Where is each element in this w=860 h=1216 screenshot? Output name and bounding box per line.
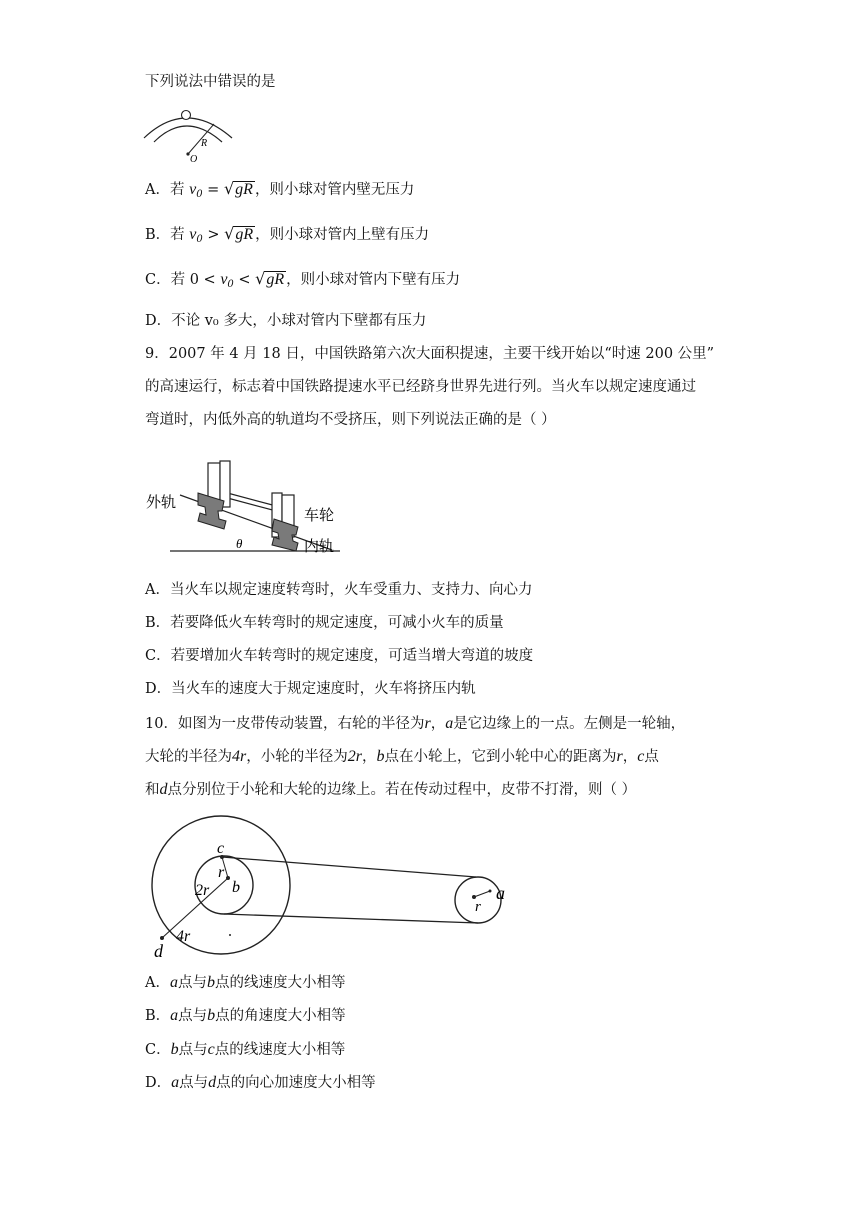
q8-option-b: B．若 $v_0 > √gR$ ，则小球对管内上壁有压力 [145,224,430,245]
q9-stem-line-3: 弯道时，内低外高的轨道均不受挤压，则下列说法正确的是（ ） [145,412,556,428]
label-2r: 2r [195,882,210,899]
q9-option-d: D．当火车的速度大于规定速度时，火车将挤压内轨 [145,681,476,697]
label-4r: 4r [176,928,191,945]
q10-option-b: B．a点与b点的角速度大小相等 [145,1007,346,1024]
label-inner-rail: 内轨 [304,539,335,555]
q10-stem-line-2: 大轮的半径为4r，小轮的半径为2r，b点在小轮上，它到小轮中心的距离为r，c点 [145,748,659,765]
q10-option-d: D．a点与d点的向心加速度大小相等 [145,1074,376,1091]
label-theta: θ [236,536,243,551]
q9-stem-line-1: 9．2007 年 4 月 18 日，中国铁路第六次大面积提速，主要干线开始以“时速 200 公里” [145,346,715,362]
q10-stem-line-1: 10．如图为一皮带传动装置，右轮的半径为r，a是它边缘上的一点。左侧是一轮轴， [145,715,686,732]
label-r-right: r [475,899,481,915]
q8-option-c: C．若 $0 < v_0 < √gR$ ，则小球对管内下壁有压力 [145,269,461,290]
label-wheel: 车轮 [304,508,335,524]
label-c: c [217,840,225,857]
ball [182,111,191,120]
q10-belt-figure [140,815,520,965]
q8-option-a: A．若 $v_0 = √gR$ ，则小球对管内壁无压力 [145,179,415,200]
q9-option-c: C．若要增加火车转弯时的规定速度，可适当增大弯道的坡度 [145,648,534,664]
label-d: d [154,941,163,961]
q8-option-d: D．不论 v₀ 多大，小球对管内下壁都有压力 [145,313,427,329]
q9-option-a: A．当火车以规定速度转弯时，火车受重力、支持力、向心力 [145,582,533,598]
label-outer-rail: 外轨 [146,495,177,511]
q8-stem: 下列说法中错误的是 [145,74,276,90]
label-O: O [190,154,198,165]
q9-rail-figure [140,455,360,555]
q9-option-b: B．若要降低火车转弯时的规定速度，可减小火车的质量 [145,615,504,631]
q10-option-a: A．a点与b点的线速度大小相等 [145,974,346,991]
q10-stem-line-3: 和d点分别位于小轮和大轮的边缘上。若在传动过程中，皮带不打滑，则（ ） [145,781,637,798]
q9-stem-line-2: 的高速运行，标志着中国铁路提速水平已经跻身世界先进行列。当火车以规定速度通过 [145,379,696,395]
label-r-small: r [218,864,225,881]
label-b: b [232,879,240,896]
label-R: R [201,138,208,149]
q10-option-c: C．b点与c点的线速度大小相等 [145,1041,346,1058]
q8-tube-figure [140,108,240,164]
label-a: a [496,883,505,903]
